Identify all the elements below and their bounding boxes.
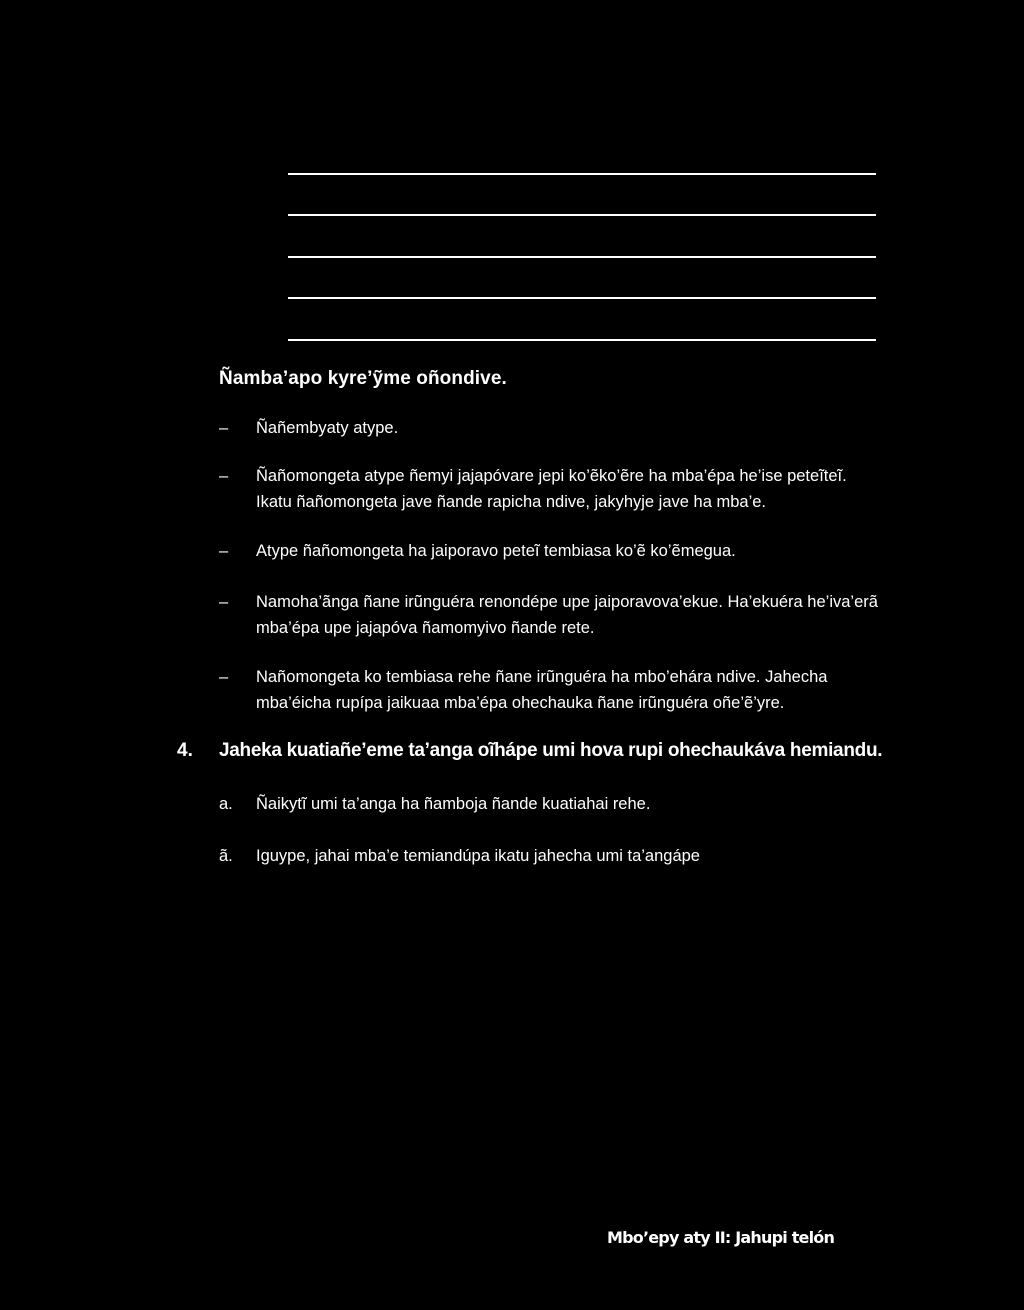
list-item-text: Nañomongeta ko tembiasa rehe ñane irũnguéra ha mbo’ehára ndive. Jahecha mba’éicha rupípa jaikuaa mba’épa ohechauka ñane irũnguéra oñe’ẽ’yre.: [256, 668, 828, 712]
list-item-text: Ñañembyaty atype.: [256, 419, 399, 437]
question-text: Jaheka kuatiañe’eme ta’anga oĩhápe umi hova rupi ohechaukáva hemiandu.: [219, 740, 883, 761]
sub-item-label: a.: [219, 795, 233, 813]
writing-line: [288, 297, 876, 299]
page-footer: Mbo’epy aty II: Jahupi telón: [607, 1228, 835, 1247]
list-dash: –: [219, 668, 229, 686]
list-dash: –: [219, 593, 229, 611]
list-item-text: Namoha’ãnga ñane irũnguéra renondépe upe jaiporavova’ekue. Ha’ekuéra he’iva’erã mba’épa upe jajapóva ñamomyivo ñande rete.: [256, 593, 878, 637]
sub-item-label: ã.: [219, 847, 233, 865]
list-dash: –: [219, 419, 229, 437]
question-number: 4.: [177, 740, 193, 761]
writing-line: [288, 339, 876, 341]
list-dash: –: [219, 542, 229, 560]
writing-line: [288, 256, 876, 258]
writing-line: [288, 214, 876, 216]
list-item-text: Atype ñañomongeta ha jaiporavo peteĩ tembiasa ko’ẽ ko’ẽmegua.: [256, 542, 736, 560]
list-item-text: Ñañomongeta atype ñemyi jajapóvare jepi ko’ẽko’ẽre ha mba’épa he’ise peteĩteĩ. Ikatu ñañomongeta jave ñande rapicha ndive, jakyhyje jave ha mba’e.: [256, 467, 847, 511]
sub-item-text: Iguype, jahai mba’e temiandúpa ikatu jahecha umi ta’angápe: [256, 847, 700, 865]
section-heading: Ñamba’apo kyre’ỹme oñondive.: [219, 368, 507, 389]
writing-line: [288, 173, 876, 175]
sub-item-text: Ñaikytĩ umi ta’anga ha ñamboja ñande kuatiahai rehe.: [256, 795, 651, 813]
list-dash: –: [219, 467, 229, 485]
